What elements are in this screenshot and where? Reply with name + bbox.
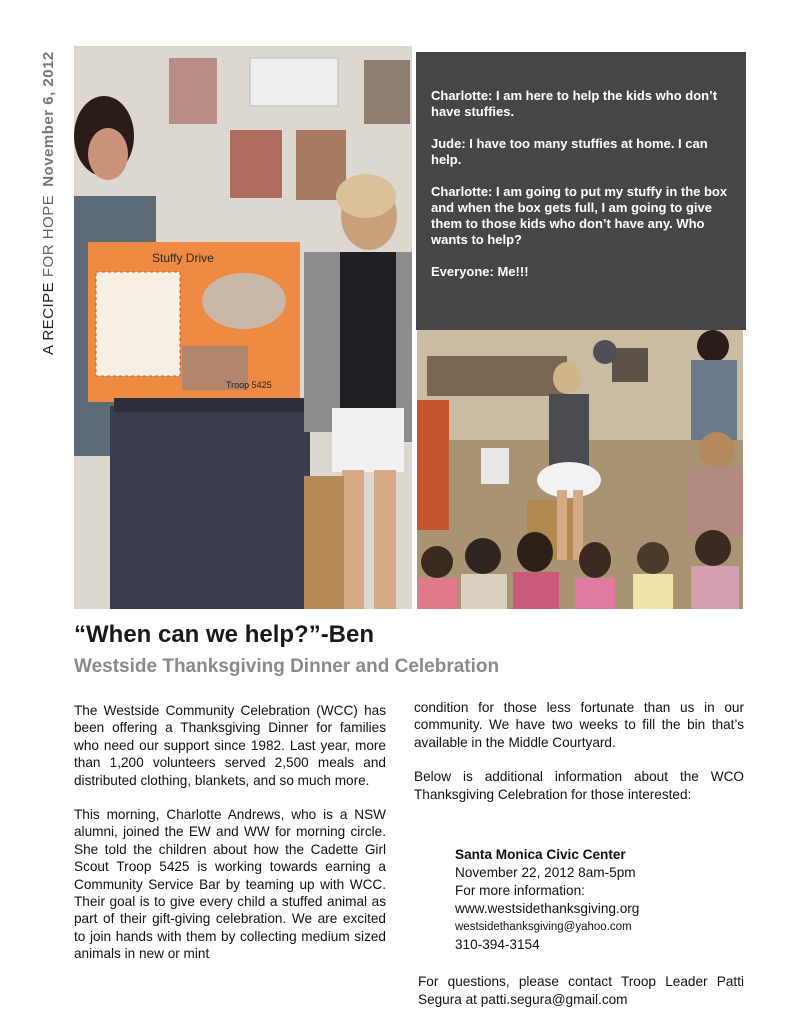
photo-left-illustration [74, 46, 412, 609]
side-title [40, 45, 64, 355]
dialog-line: Charlotte: I am here to help the kids who don’t have stuffies. [431, 88, 718, 119]
photo-left [74, 46, 412, 609]
side-title-part2: FOR HOPE [40, 194, 57, 278]
body-column-left [74, 702, 386, 980]
headline: “When can we help?”-Ben [74, 621, 375, 648]
subheadline: Westside Thanksgiving Dinner and Celebration [74, 656, 500, 677]
dialogue-box [416, 52, 746, 330]
event-venue: Santa Monica Civic Center [455, 847, 626, 862]
paragraph: This morning, Charlotte Andrews, who is a NSW alumni, joined the EW and WW for morning circle. She told the children about how the Cadette Girl Scout Troop 5425 is working towards earning a Community Service Bar by teaming up with WCC. Their goal is to give every child a stuffed animal as part of their gift-giving celebration. We are excited to join hands with them by collecting medium sized animals in new or mint [74, 807, 386, 962]
event-more-info-label: For more information: [455, 883, 585, 898]
event-info [455, 846, 639, 954]
body-column-right [414, 699, 744, 820]
dialog-line: Everyone: Me!!! [431, 264, 529, 279]
photo-right [417, 330, 743, 609]
photo-right-illustration [417, 330, 743, 609]
paragraph: Below is additional information about the WCO Thanksgiving Celebration for those interested: [414, 769, 744, 802]
side-title-date: November 6, 2012 [40, 51, 57, 187]
contact-note: For questions, please contact Troop Leader Patti Segura at patti.segura@gmail.com [418, 974, 744, 1007]
side-title-part1: A RECIPE [40, 277, 57, 355]
event-date-time: November 22, 2012 8am-5pm [455, 865, 636, 880]
paragraph: The Westside Community Celebration (WCC) has been offering a Thanksgiving Dinner for families who need our support since 1982. Last year, more than 1,200 volunteers served 2,500 meals and distributed clothing, blankets, and so much more. [74, 703, 386, 788]
event-email: westsidethanksgiving@yahoo.com [455, 921, 632, 933]
event-phone: 310-394-3154 [455, 937, 540, 952]
dialog-line: Jude: I have too many stuffies at home. I can help. [431, 136, 708, 167]
dialog-line: Charlotte: I am going to put my stuffy in the box and when the box gets full, I am going to give them to those kids who don’t have any. Who wants to help? [431, 184, 728, 247]
poster-title: Stuffy Drive [152, 251, 214, 265]
poster-troop: Troop 5425 [226, 380, 272, 390]
event-website: www.westsidethanksgiving.org [455, 901, 640, 916]
paragraph: condition for those less fortunate than us in our community. We have two weeks to fill the bin that’s available in the Middle Courtyard. [414, 700, 744, 750]
